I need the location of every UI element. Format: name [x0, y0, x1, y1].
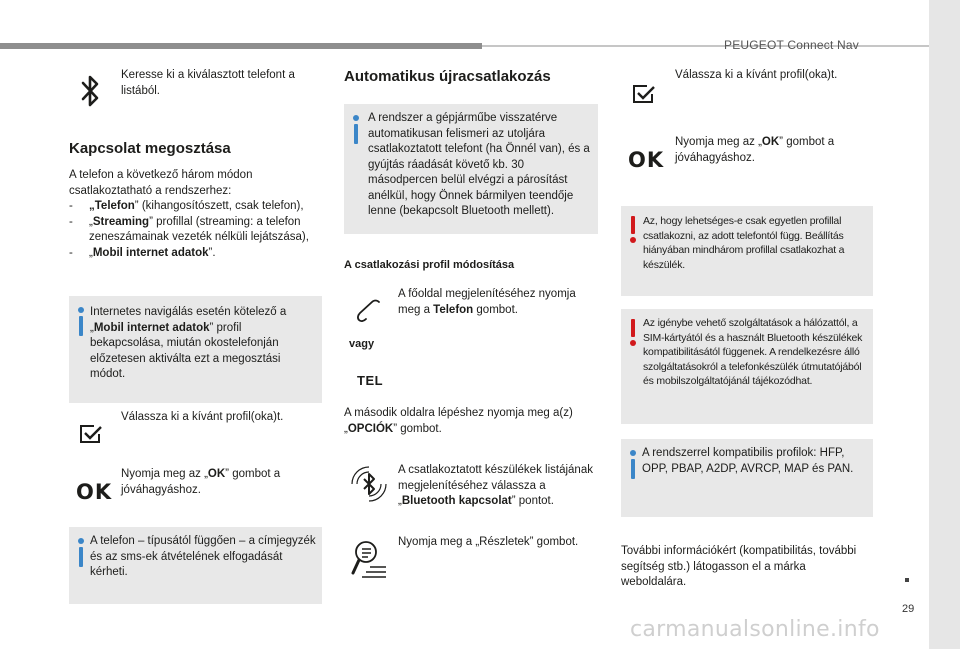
info-icon — [78, 307, 84, 313]
details-list-icon — [350, 537, 388, 579]
subsection-title: A csatlakozási profil módosítása — [344, 259, 515, 271]
phone-handset-icon — [355, 298, 383, 324]
info-note-text: A telefon – típusától függően – a címjegyzék és az sms-ek átvételének elfogadását kérheti. — [90, 535, 316, 578]
warning-icon — [631, 319, 635, 337]
warning-note — [621, 206, 873, 296]
right-margin-strip — [929, 0, 960, 649]
bluetooth-icon — [80, 74, 100, 108]
top-bar — [0, 43, 482, 49]
warning-note — [621, 309, 873, 424]
info-note — [344, 104, 598, 234]
step-phone-button: A főoldal megjelenítéséhez nyomja meg a Telefon gombot. — [398, 288, 576, 316]
tel-button-icon: TEL — [357, 373, 384, 388]
step-select-profile: Válassza ki a kívánt profil(oka)t. — [121, 411, 284, 423]
info-note — [69, 296, 322, 403]
top-bar-thin — [482, 45, 929, 47]
body-intro: A telefon a következő három módon csatlakoztatható a rendszerhez: — [69, 169, 253, 197]
info-icon — [78, 538, 84, 544]
info-note-text: A rendszerrel kompatibilis profilok: HFP, OPP, PBAP, A2DP, AVRCP, MAP és PAN. — [642, 447, 854, 475]
header-title: PEUGEOT Connect Nav — [724, 38, 859, 52]
watermark: carmanualsonline.info — [630, 617, 880, 642]
step-details: Nyomja meg a „Részletek” gombot. — [398, 536, 579, 548]
list-item: - „Streaming” profillal (streaming: a telefon zeneszámainak vezeték nélküli lejátszása), — [69, 215, 309, 243]
bluetooth-signal-icon — [348, 463, 390, 505]
step-confirm: Nyomja meg az „OK” gombot a jóváhagyáshoz. — [675, 136, 835, 164]
warning-note-text: Az, hogy lehetséges-e csak egyetlen profillal csatlakozni, az adott telefontól függ. Beállítás hiányában mindhárom profillal csatlakozhat a készülék. — [643, 215, 845, 271]
checkbox-icon — [632, 84, 656, 104]
page-number: 29 — [902, 603, 915, 615]
step-bluetooth-connection: A csatlakoztatott készülékek listájának megjelenítéséhez válassza a „Bluetooth kapcsolat” pontot. — [398, 464, 593, 507]
section-title-connection-sharing: Kapcsolat megosztása — [69, 140, 231, 157]
list-item: - „Mobil internet adatok”. — [69, 246, 216, 259]
section-title-auto-reconnect: Automatikus újracsatlakozás — [344, 68, 551, 85]
intro-text: Keresse ki a kiválasztott telefont a listából. — [121, 69, 295, 97]
step-select-profile: Válassza ki a kívánt profil(oka)t. — [675, 69, 838, 81]
info-icon — [353, 115, 359, 121]
info-note-text: A rendszer a gépjárműbe visszatérve automatikusan felismeri az utoljára csatlakoztatott telefont (ha Önnél van), és a gyújtás ráadását követő kb. 30 másodpercen belül elvégzi a párosítást anélkül, hogy Önnek bármilyen teendője lenne (bekapcsolt Bluetooth mellett). — [368, 112, 590, 217]
ok-button-icon: OK — [76, 480, 113, 504]
profile-list — [69, 199, 323, 261]
page-bullet — [905, 578, 909, 582]
step-confirm: Nyomja meg az „OK” gombot a jóváhagyáshoz. — [121, 468, 281, 496]
checkbox-icon — [79, 424, 103, 444]
list-item: - „Telefon” (kihangosítószett, csak telefon), — [69, 200, 304, 212]
options-paragraph: A második oldalra lépéshez nyomja meg a(z) „OPCIÓK” gombot. — [344, 407, 573, 435]
info-note — [621, 439, 873, 517]
footer-text: További információkért (kompatibilitás, további segítség stb.) látogasson el a márka weboldalára. — [621, 545, 857, 588]
info-icon — [630, 450, 636, 456]
warning-icon — [631, 216, 635, 234]
info-note — [69, 527, 322, 604]
ok-button-icon: OK — [628, 148, 665, 172]
warning-note-text: Az igénybe vehető szolgáltatások a hálózattól, a SIM-kártyától és a használt Bluetooth készülékek kompatibilitásától függenek. A rendelkezésre álló szolgáltatásokról a telefonkészülék útmutatójából és mobilszolgáltatójánál tájékozódhat. — [643, 317, 863, 387]
info-note-text: Internetes navigálás esetén kötelező a „Mobil internet adatok” profil bekapcsolása, miután okostelefonján előzetesen aktiválta ezt a megosztási módot. — [90, 306, 287, 380]
or-label: vagy — [349, 338, 375, 350]
